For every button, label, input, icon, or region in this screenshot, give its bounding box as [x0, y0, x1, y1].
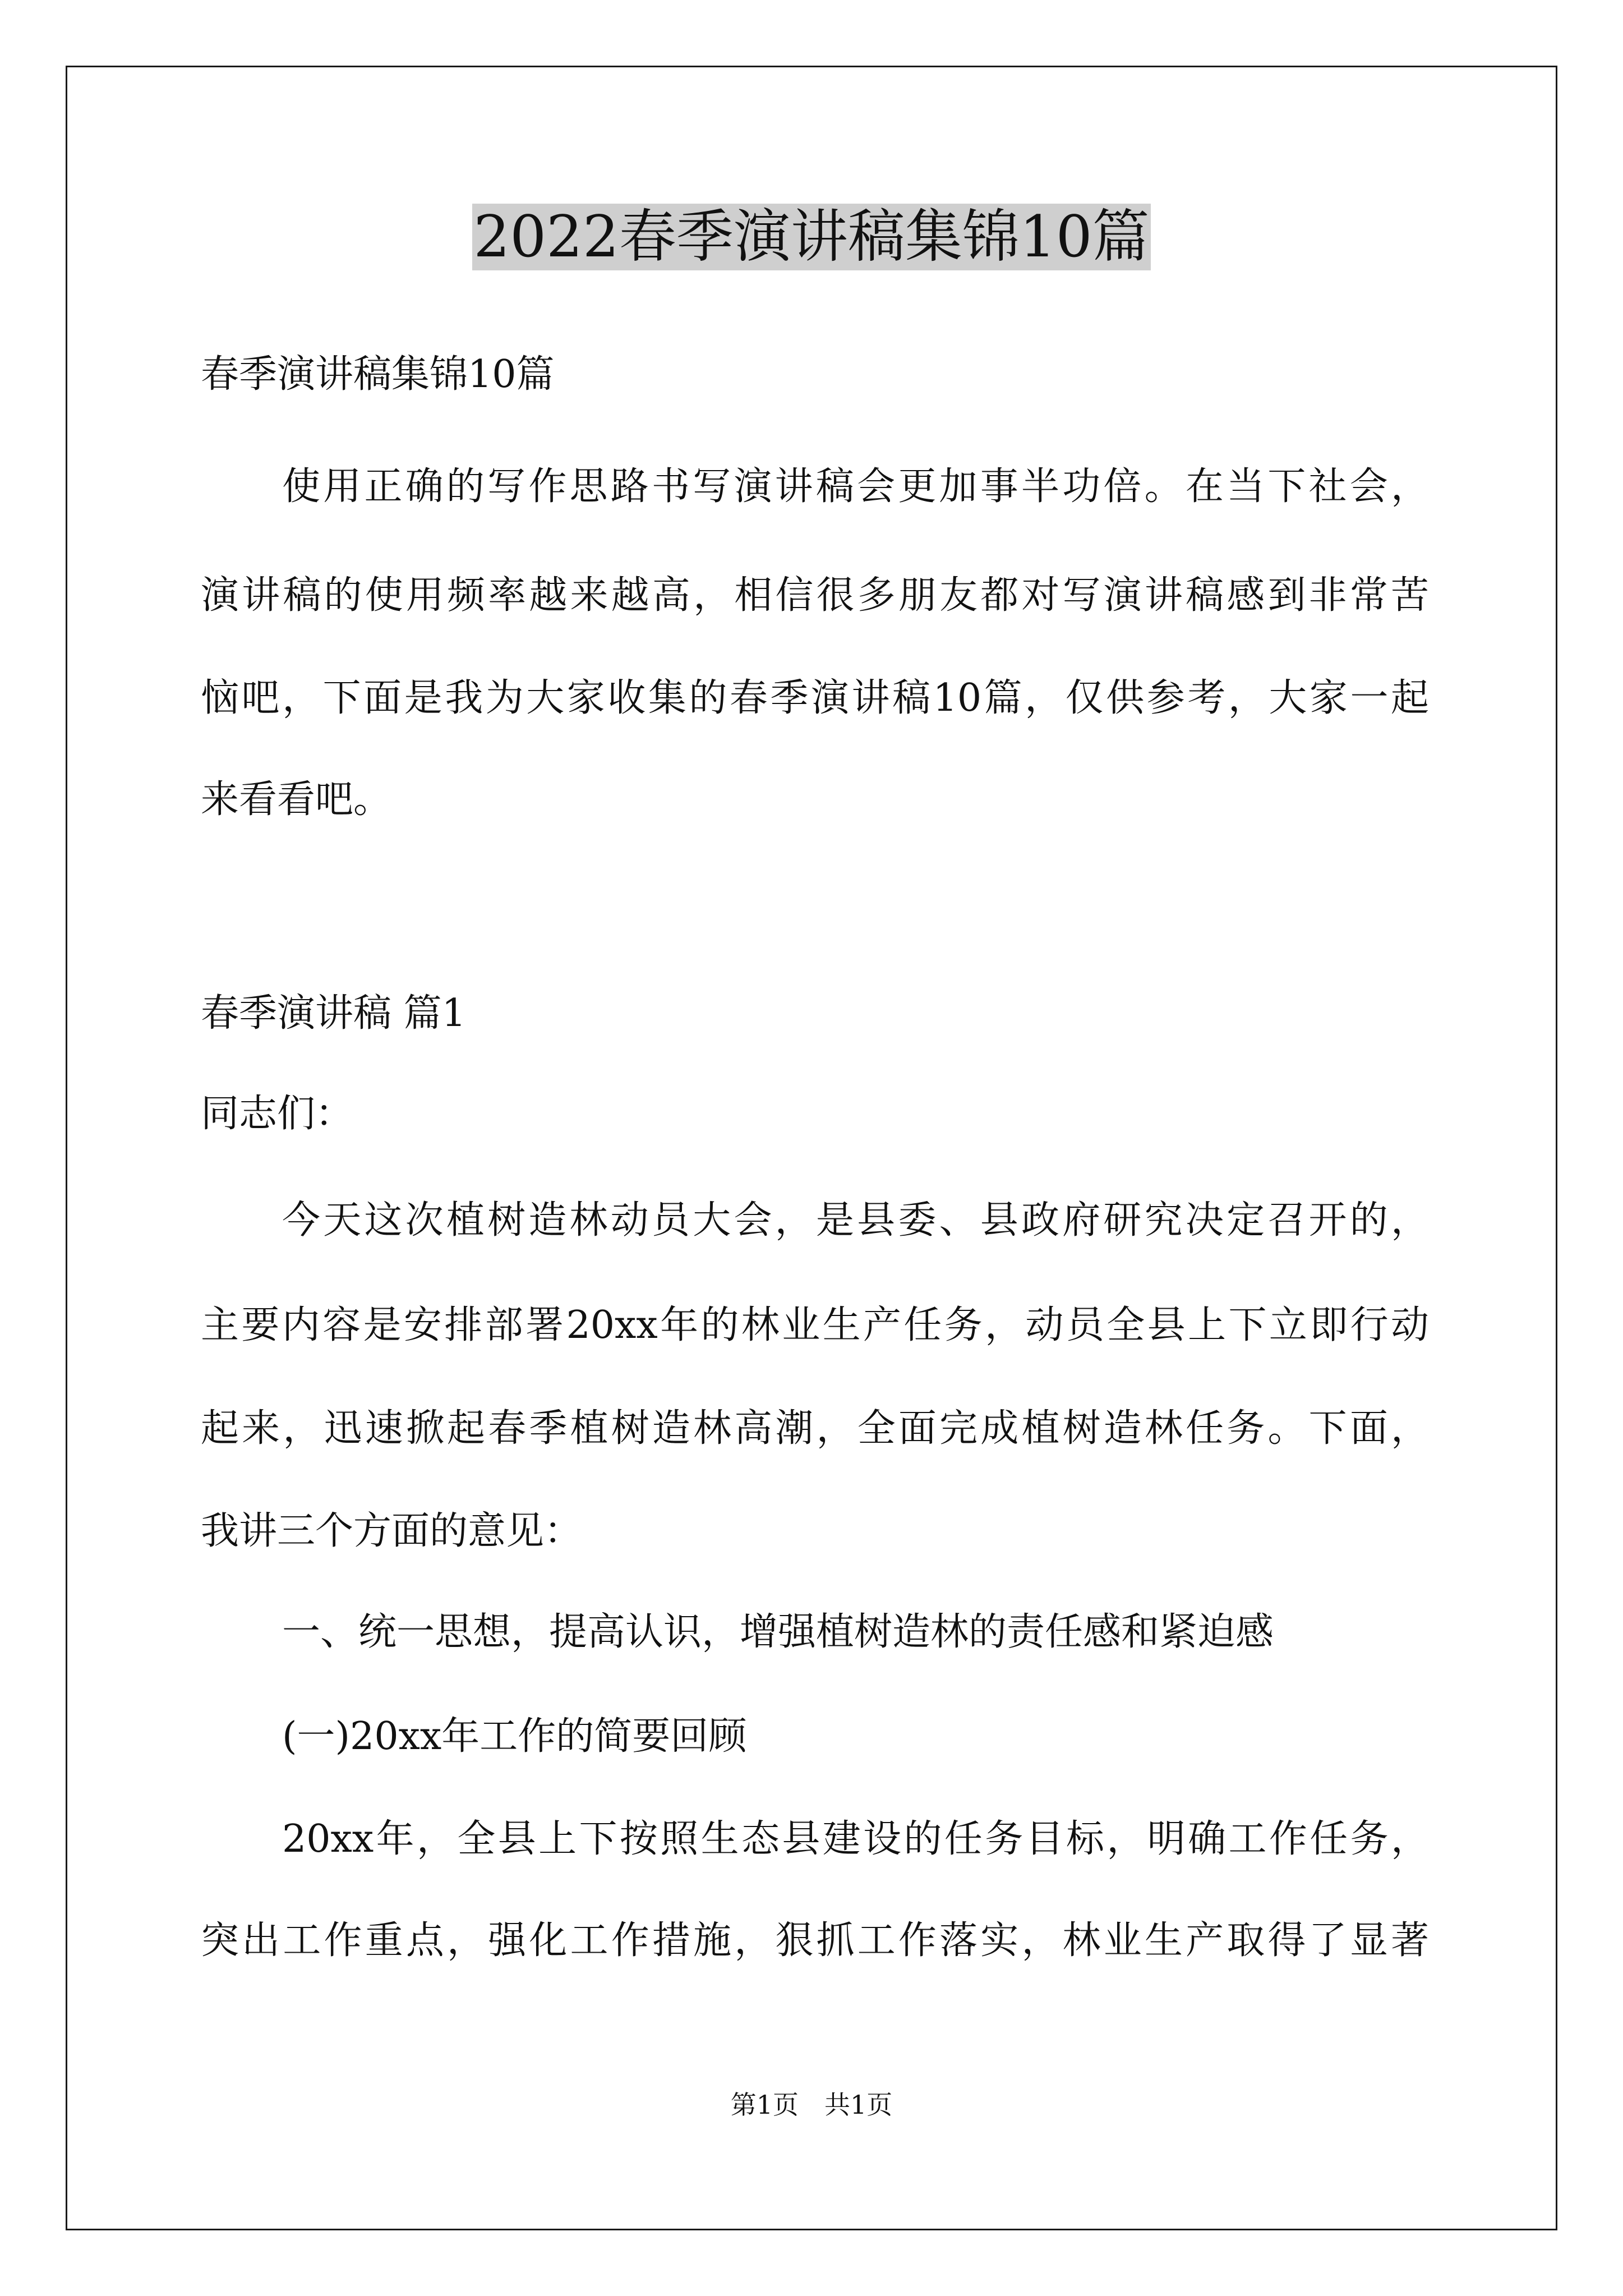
document-subtitle: 春季演讲稿集锦10篇: [201, 352, 555, 397]
salutation: 同志们：: [201, 1092, 354, 1136]
paragraph-line: 我讲三个方面的意见：: [201, 1509, 583, 1553]
paragraph-line: 主要内容是安排部署20xx年的林业生产任务，动员全县上下立即行动: [201, 1303, 1429, 1347]
paragraph-line: 起来，迅速掀起春季植树造林高潮，全面完成植树造林任务。下面，: [201, 1406, 1429, 1451]
paragraph-line: 突出工作重点，强化工作措施，狠抓工作落实，林业生产取得了显著: [201, 1918, 1429, 1963]
intro-line: 来看看吧。: [201, 777, 392, 822]
point-heading: 一、统一思想，提高认识，增强植树造林的责任感和紧迫感: [282, 1610, 1274, 1654]
document-title: [0, 201, 1623, 274]
intro-line: 恼吧，下面是我为大家收集的春季演讲稿10篇，仅供参考，大家一起: [201, 676, 1429, 720]
section-heading: 春季演讲稿 篇1: [201, 991, 466, 1036]
page-number-footer: 第1页 共1页: [730, 2090, 893, 2120]
sub-point-heading: (一)20xx年工作的简要回顾: [282, 1714, 747, 1759]
intro-line: 演讲稿的使用频率越来越高，相信很多朋友都对写演讲稿感到非常苦: [201, 573, 1429, 618]
intro-line: 使用正确的写作思路书写演讲稿会更加事半功倍。在当下社会，: [282, 464, 1429, 509]
paragraph-line: 20xx年，全县上下按照生态县建设的任务目标，明确工作任务，: [282, 1817, 1429, 1861]
paragraph-line: 今天这次植树造林动员大会，是县委、县政府研究决定召开的，: [282, 1198, 1429, 1243]
document-title-text: 2022春季演讲稿集锦10篇: [473, 204, 1150, 270]
